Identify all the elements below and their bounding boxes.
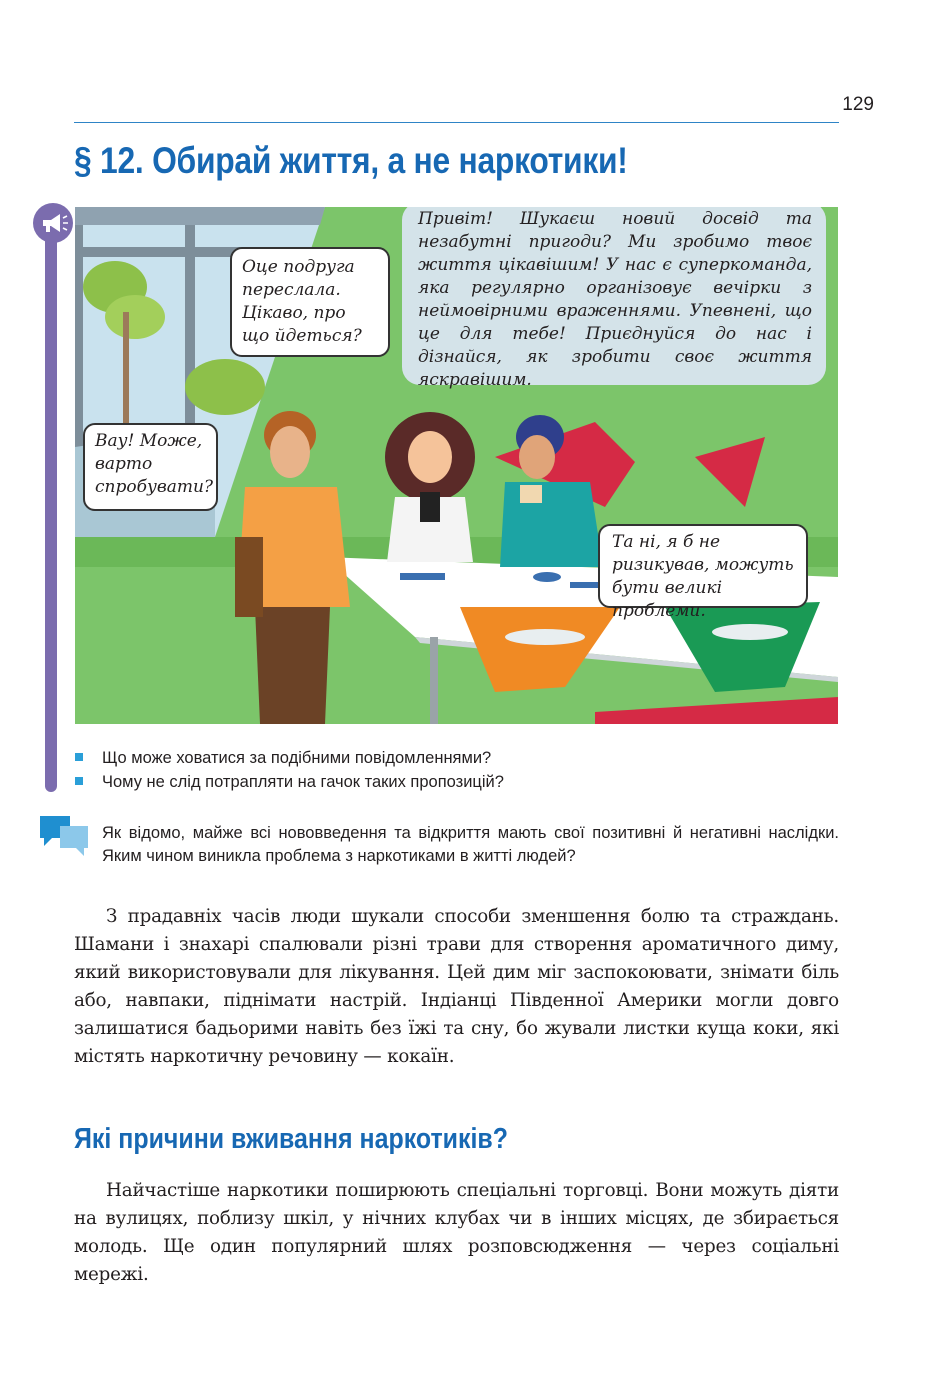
question-list: [75, 748, 504, 796]
page-title: § 12. Обирай життя, а не наркотики!: [74, 140, 628, 181]
question-item: [75, 772, 504, 796]
megaphone-icon: [33, 203, 73, 243]
paragraph-dealers: [74, 1177, 839, 1289]
discussion-icon: [38, 812, 90, 863]
speech-bubble-forwarded: Оце подруга переслала. Цікаво, про що йдеться?: [230, 247, 390, 357]
section-heading: Які причини вживання наркотиків?: [74, 1123, 508, 1155]
question-item: [75, 748, 504, 772]
speech-bubble-try-it: Вау! Може, варто спробувати?: [83, 423, 218, 511]
question-text: Чому не слід потрапляти на гачок таких пропозицій?: [102, 773, 504, 791]
section-bar: [45, 214, 57, 792]
page-number: 129: [842, 94, 874, 115]
paragraph-dealers-text: Найчастіше наркотики поширюють спеціальні торговці. Вони можуть діяти на вулицях, поблизу шкіл, у нічних клубах чи в інших місцях, де збирається молодь. Ще один популярний шлях розповсюдження — через соціальні мережі.: [74, 1180, 839, 1285]
question-text: Що може ховатися за подібними повідомленнями?: [102, 749, 492, 767]
bullet-square-icon: [75, 777, 83, 785]
speech-bubble-message: Привіт! Шукаєш новий досвід та незабутні пригоди? Ми зробимо твоє життя цікавішим! У нас є суперкоманда, яка регулярно організовує вечірки з неймовірними враженнями. Упевнені, що це для тебе! Приєднуйся до нас і дізнайся, як зробити своє життя яскравішим.: [402, 207, 826, 385]
comic-illustration: [75, 207, 838, 724]
paragraph-history-text: З прадавніх часів люди шукали способи зменшення болю та страждань. Шамани і знахарі спалювали різні трави для створення ароматичного диму, який використовували для лікування. Цей дим міг заспокоювати, знімати біль або, навпаки, піднімати настрій. Індіанці Південної Америки могли довго залишатися бадьорими навіть без їжі та сну, бо жували листки куща коки, які містять наркотичну речовину — кокаїн.: [74, 906, 839, 1067]
bullet-square-icon: [75, 753, 83, 761]
header-rule: [74, 122, 839, 123]
intro-text: Як відомо, майже всі нововведення та відкриття мають свої позитивні й негативні наслідки. Яким чином виникла проблема з наркотиками в житті людей?: [102, 824, 839, 865]
speech-bubble-no-risk: Та ні, я б не ризикував, можуть бути великі проблеми.: [598, 524, 808, 608]
paragraph-history: [74, 903, 839, 1071]
